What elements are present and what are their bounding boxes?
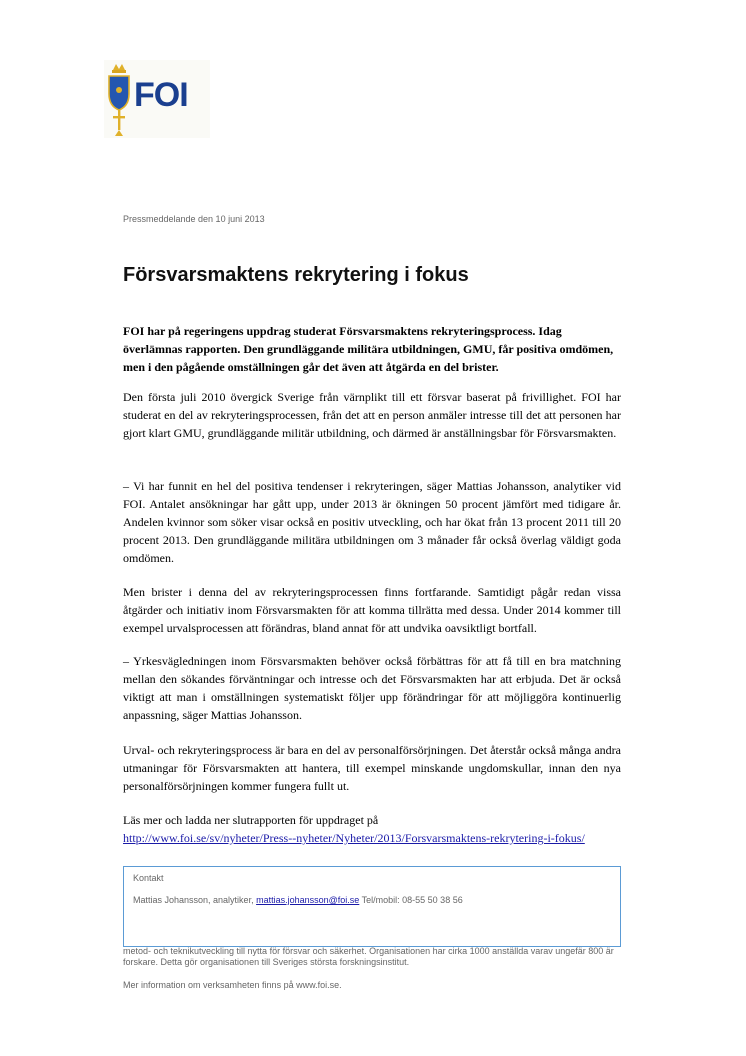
body-paragraph: Den första juli 2010 övergick Sverige från värnplikt till ett försvar baserat på frivillighet. FOI har studerat en del av rekryteringsprocessen, från det att en person anmäler intresse till det att personen har gjort klart GMU, grundläggande militär utbildning, och därmed är anställningsbar för Försvarsmakten. [123,390,621,440]
read-more-text: Läs mer och ladda ner slutrapporten för uppdraget på [123,813,379,827]
crest-emblem-icon [104,60,134,138]
body-paragraph: – Vi har funnit en hel del positiva tendenser i rekryteringen, säger Mattias Johansson, analytiker vid FOI. Antalet ansökningar har gått upp, under 2013 är ökningen 50 procent jämfört med tidigare år. Andelen kvinnor som söker visar också en positiv utveckling, och har ökat från 13 procent 2011 till 20 procent 2013. Den grundläggande militära utbildningen om 3 månader får också överlag väldigt goda omdömen. [123,479,621,565]
body-paragraph: Men brister i denna del av rekryteringsprocessen finns fortfarande. Samtidigt pågår redan vissa åtgärder och initiativ inom Försvarsmakten för att komma tillrätta med dessa. Under 2014 kommer till exempel urvalsprocessen att förändras, bland annat för att undvika oavsiktligt bortfall. [123,585,621,635]
page-title: Försvarsmaktens rekrytering i fokus [123,264,469,286]
contact-name: Mattias Johansson, analytiker, [133,895,254,905]
contact-email-link[interactable]: mattias.johansson@foi.se [256,895,360,905]
contact-phone: Tel/mobil: 08-55 50 38 56 [361,895,463,905]
foi-logo [104,60,210,138]
body-paragraph: Urval- och rekryteringsprocess är bara en del av personalförsörjningen. Det återstår också många andra utmaningar för Försvarsmakten att hantera, till exempel minskande ungdomskullar, innan den nya personalförsörjningen kommer fungera fullt ut. [123,743,621,793]
contact-label: Kontakt [133,873,164,883]
about-foi-text: metod- och teknikutveckling till nytta för försvar och säkerhet. Organisationen har cirka 1000 anställda varav ungefär 800 är forskare. Detta gör organisationen till Sveriges största forskningsinstitut. [123,946,614,967]
more-info-text: Mer information om verksamheten finns på www.foi.se. [123,980,342,990]
body-paragraph: – Yrkesvägledningen inom Försvarsmakten behöver också förbättras för att få till en bra matchning mellan den sökandes förväntningar och intresse och det Försvarsmakten har att erbjuda. Det är också viktigt att man i omställningen systematiskt följer upp förändringar för att möjliggöra kontinuerlig anpassning, säger Mattias Johansson. [123,654,621,722]
logo-text: FOI [134,76,188,114]
contact-details [133,895,463,905]
lead-paragraph: FOI har på regeringens uppdrag studerat Försvarsmaktens rekryteringsprocess. Idag överlämnas rapporten. Den grundläggande militära utbildningen, GMU, får positiva omdömen, men i den pågående omställningen går det även att åtgärda en del brister. [123,324,614,374]
contact-box [123,866,621,947]
report-link[interactable]: http://www.foi.se/sv/nyheter/Press--nyheter/Nyheter/2013/Forsvarsmaktens-rekrytering-i-fokus/ [123,831,585,845]
read-more-section [123,811,621,847]
press-release-date: Pressmeddelande den 10 juni 2013 [123,214,265,224]
